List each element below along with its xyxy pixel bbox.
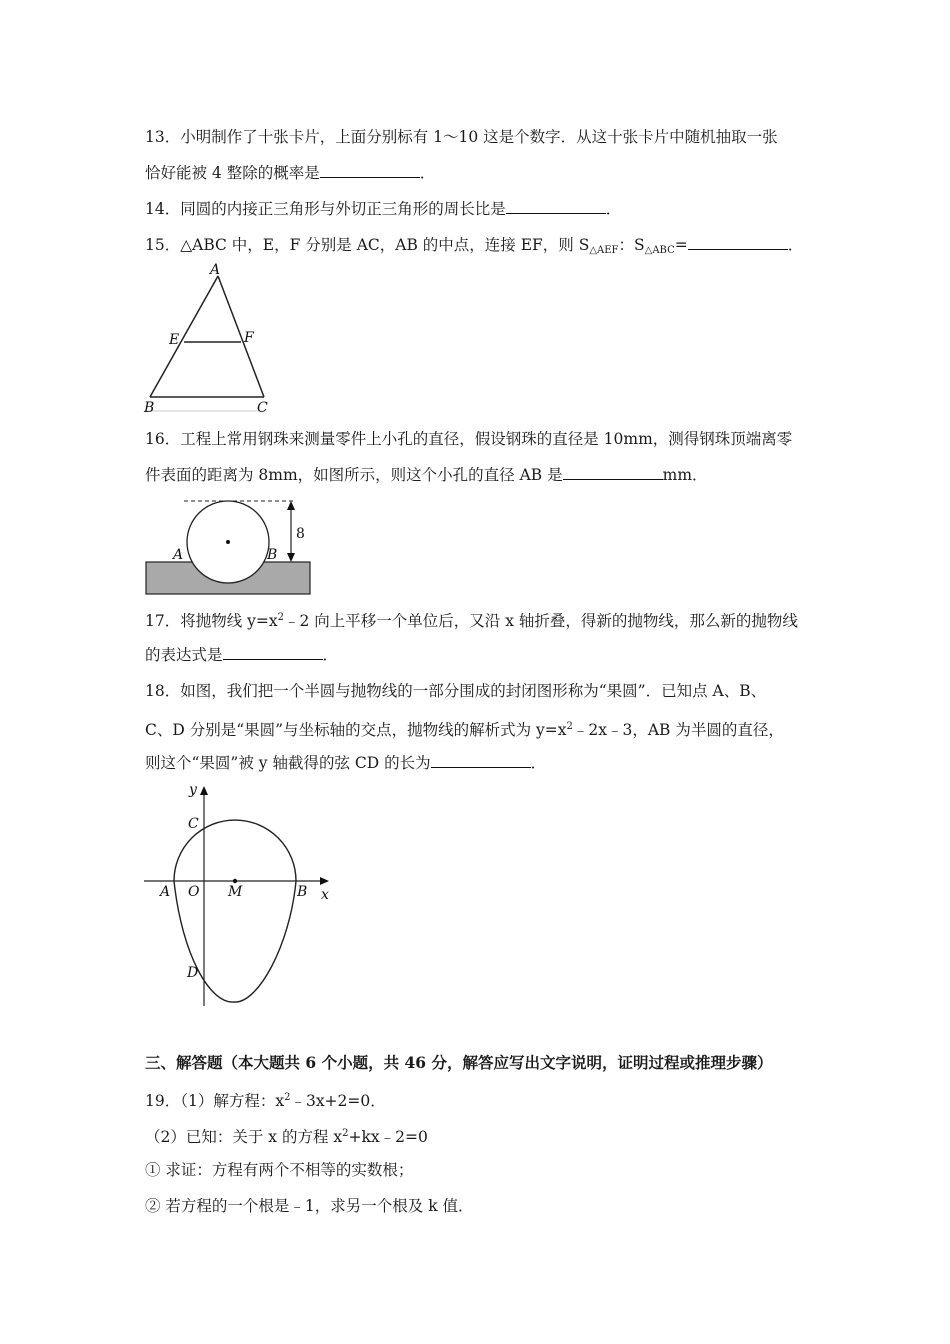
q16-line1: 16．工程上常用钢珠来测量零件上小孔的直径，假设钢珠的直径是 10mm，测得钢珠顶端离零 <box>145 430 793 448</box>
q17-text-c: 的表达式是 <box>145 646 223 664</box>
q15-end: ． <box>787 236 804 254</box>
q14-text: 14．同圆的内接正三角形与外切正三角形的周长比是 <box>145 200 506 218</box>
q19-part2-i: ① 求证：方程有两个不相等的实数根； <box>145 1161 414 1179</box>
q15-sub-aef: △AEF <box>589 245 619 256</box>
q16-label-height: 8 <box>296 526 305 542</box>
q15-line <box>145 235 803 261</box>
q18-label-o: O <box>188 884 200 900</box>
q18-sup: 2 <box>566 721 573 732</box>
q18-line3 <box>145 753 546 773</box>
q18-label-d: D <box>187 965 199 981</box>
q19-part1 <box>145 1088 386 1111</box>
q18-answer-blank[interactable] <box>431 753 531 768</box>
q15-label-a: A <box>210 262 221 278</box>
q18-line2 <box>145 717 784 740</box>
q16-unit: mm． <box>662 466 708 484</box>
q19-part2-ii: ② 若方程的一个根是﹣1，求另一个根及 k 值． <box>145 1197 474 1215</box>
q19-part2 <box>145 1124 428 1147</box>
q18-label-b: B <box>297 884 308 900</box>
q17-text-b: ﹣2 向上平移一个单位后，又沿 x 轴折叠，得新的抛物线，那么新的抛物线 <box>284 612 798 630</box>
section-3-title: 三、解答题（本大题共 6 个小题，共 46 分，解答应写出文字说明，证明过程或推理步骤） <box>145 1053 773 1072</box>
q15-label-f: F <box>244 330 254 346</box>
q15-triangle-figure <box>140 262 275 417</box>
q18-label-x: x <box>321 887 329 903</box>
q16-line2 <box>145 465 708 485</box>
q19-part2-b: +kx﹣2=0 <box>348 1128 428 1146</box>
q15-eq: = <box>674 236 688 254</box>
q18-label-c: C <box>188 816 199 832</box>
q18-text-b: ﹣2x﹣3，AB 为半圆的直径， <box>572 721 784 739</box>
q18-label-y: y <box>189 782 197 798</box>
q18-label-a: A <box>160 884 171 900</box>
q16-text: 件表面的距离为 8mm，如图所示，则这个小孔的直径 AB 是 <box>145 466 563 484</box>
q15-label-b: B <box>144 400 155 416</box>
q18-text-c: 则这个“果圆”被 y 轴截得的弦 CD 的长为 <box>145 754 431 772</box>
q13-line1: 13．小明制作了十张卡片，上面分别标有 1～10 这是个数字．从这十张卡片中随机抽取一张 <box>145 128 778 146</box>
q16-label-b: B <box>267 547 278 563</box>
q15-label-c: C <box>257 400 268 416</box>
q18-fruit-circle-figure <box>140 780 335 1010</box>
q13-end: ． <box>419 164 436 182</box>
q18-line1: 18．如图，我们把一个半圆与抛物线的一部分围成的封闭图形称为“果圆”．已知点 A、B、 <box>145 682 767 700</box>
q15-label-e: E <box>169 332 180 348</box>
q17-line1 <box>145 608 798 631</box>
q13-text: 恰好能被 4 整除的概率是 <box>145 164 320 182</box>
q15-sub-abc: △ABC <box>644 245 675 256</box>
q15-answer-blank[interactable] <box>688 235 788 250</box>
q17-answer-blank[interactable] <box>223 645 323 660</box>
q19-part2-a: （2）已知：关于 x 的方程 x <box>145 1128 343 1146</box>
q17-line2 <box>145 645 338 665</box>
q19-part1-a: 19．（1）解方程：x <box>145 1092 285 1110</box>
q19-part2-sup: 2 <box>342 1128 349 1139</box>
q17-text-a: 17．将抛物线 y=x <box>145 612 278 630</box>
q18-text-a: C、D 分别是“果圆”与坐标轴的交点，抛物线的解析式为 y=x <box>145 721 567 739</box>
q15-colon: ：S <box>618 236 645 254</box>
q15-text: 15．△ABC 中，E，F 分别是 AC，AB 的中点，连接 EF，则 S <box>145 236 590 254</box>
q13-line2 <box>145 163 435 183</box>
q17-sup: 2 <box>277 612 285 623</box>
q16-answer-blank[interactable] <box>563 465 663 480</box>
q17-end: ． <box>322 646 339 664</box>
q18-end: ． <box>530 754 547 772</box>
q13-answer-blank[interactable] <box>320 163 420 178</box>
q19-part1-b: ﹣3x+2=0． <box>290 1092 386 1110</box>
q14-answer-blank[interactable] <box>506 199 606 214</box>
q14-end: ． <box>605 200 622 218</box>
q19-part1-sup: 2 <box>284 1092 291 1103</box>
q16-ball-figure <box>144 495 314 597</box>
q18-label-m: M <box>228 884 243 900</box>
q16-label-a: A <box>173 547 184 563</box>
q14-line <box>145 199 621 219</box>
